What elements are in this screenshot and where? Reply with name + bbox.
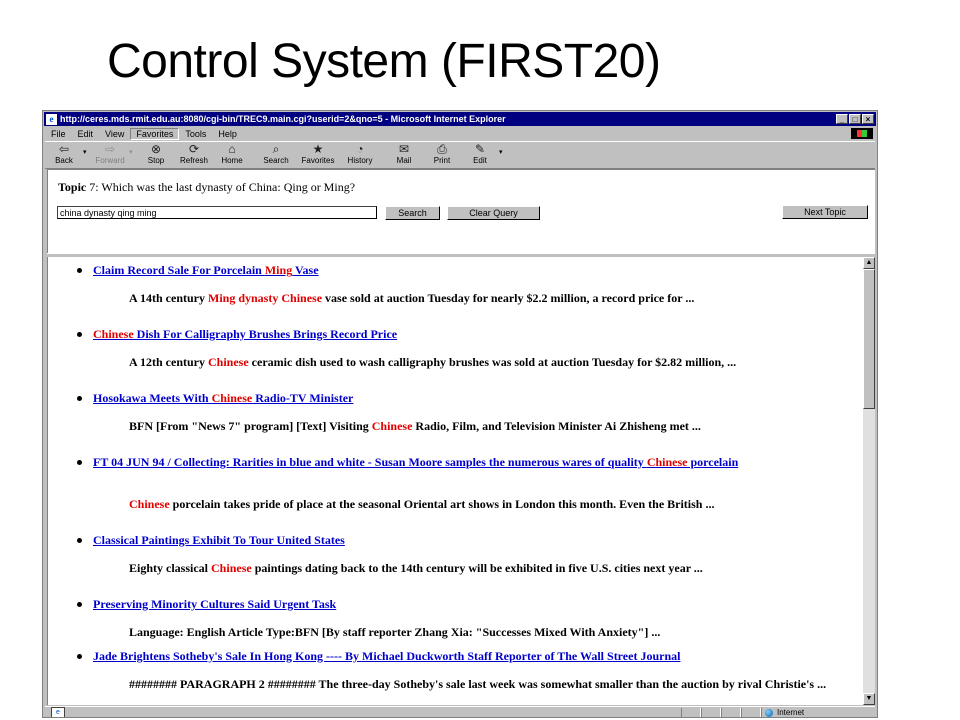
snippet-text: porcelain takes pride of place at the seasonal Oriental art shows in London this month. Even the British ... bbox=[169, 497, 715, 511]
bullet-icon bbox=[77, 332, 82, 337]
status-cell bbox=[741, 708, 761, 718]
result-title-link[interactable] bbox=[93, 455, 833, 469]
ie-logo-icon: e bbox=[46, 114, 57, 125]
title-text: Jade Brightens Sotheby's Sale In Hong Kong ---- By Michael Duckworth Staff Reporter of The Wall Street Journal bbox=[93, 649, 681, 663]
history-label: History bbox=[347, 156, 373, 165]
bullet-icon bbox=[77, 602, 82, 607]
highlighted-term: Ming dynasty Chinese bbox=[208, 291, 323, 305]
highlighted-term: Chinese bbox=[211, 561, 252, 575]
stop-label: Stop bbox=[147, 156, 165, 165]
home-button[interactable] bbox=[213, 142, 251, 165]
menu-help[interactable]: Help bbox=[218, 128, 237, 139]
globe-icon bbox=[765, 709, 773, 717]
security-zone bbox=[761, 708, 875, 718]
bullet-icon bbox=[77, 460, 82, 465]
mail-label: Mail bbox=[396, 156, 412, 165]
menu-file[interactable]: File bbox=[51, 128, 66, 139]
bullet-icon bbox=[77, 268, 82, 273]
back-arrow-icon: ⇦ bbox=[58, 142, 70, 156]
snippet-text: ceramic dish used to wash calligraphy brushes was sold at auction Tuesday for $2.82 million, ... bbox=[248, 355, 737, 369]
mail-button[interactable] bbox=[385, 142, 423, 165]
back-label: Back bbox=[55, 156, 73, 165]
topic-number: 7: bbox=[89, 180, 99, 194]
favorites-button[interactable] bbox=[295, 142, 341, 165]
title-text: Preserving Minority Cultures Said Urgent Task bbox=[93, 597, 337, 611]
snippet-text: paintings dating back to the 14th century will be exhibited in five U.S. cities next year ... bbox=[251, 561, 703, 575]
menu-tools[interactable]: Tools bbox=[185, 128, 207, 139]
result-snippet bbox=[129, 497, 829, 511]
bullet-icon bbox=[77, 538, 82, 543]
toolbar bbox=[45, 141, 875, 169]
search-label: Search bbox=[263, 156, 289, 165]
back-dropdown-icon[interactable]: ▾ bbox=[83, 149, 87, 156]
result-title-link[interactable] bbox=[93, 327, 833, 341]
result-snippet bbox=[129, 355, 829, 369]
back-button[interactable] bbox=[45, 142, 83, 165]
menu-favorites[interactable]: Favorites bbox=[130, 128, 179, 140]
refresh-button[interactable] bbox=[175, 142, 213, 165]
search-icon: ⌕ bbox=[272, 142, 280, 156]
highlighted-term: Ming bbox=[264, 263, 293, 277]
mail-icon: ✉ bbox=[398, 142, 410, 156]
forward-arrow-icon: ⇨ bbox=[104, 142, 116, 156]
search-button[interactable] bbox=[257, 142, 295, 165]
query-input[interactable] bbox=[57, 206, 377, 219]
result-title-link[interactable] bbox=[93, 263, 833, 277]
home-icon: ⌂ bbox=[228, 142, 236, 156]
history-button[interactable] bbox=[341, 142, 379, 165]
edit-button[interactable] bbox=[461, 142, 499, 165]
snippet-text: Radio, Film, and Television Minister Ai Zhisheng met ... bbox=[412, 419, 701, 433]
highlighted-term: Chinese bbox=[129, 497, 170, 511]
result-snippet bbox=[129, 677, 829, 691]
menu-edit[interactable]: Edit bbox=[77, 128, 94, 139]
refresh-icon: ⟳ bbox=[188, 142, 200, 156]
title-text: FT 04 JUN 94 / Collecting: Rarities in blue and white - Susan Moore samples the numerous wares of quality bbox=[93, 455, 647, 469]
history-icon: ◔ bbox=[356, 142, 364, 156]
page-icon: e bbox=[51, 707, 65, 718]
topic-label: Topic bbox=[58, 180, 87, 194]
title-text: Radio-TV Minister bbox=[252, 391, 354, 405]
minimize-button[interactable]: _ bbox=[836, 114, 848, 124]
snippet-text: A 14th century bbox=[129, 291, 208, 305]
snippet-text: BFN [From "News 7" program] [Text] Visiting bbox=[129, 419, 372, 433]
title-text: Classical Paintings Exhibit To Tour United States bbox=[93, 533, 345, 547]
snippet-text: A 12th century bbox=[129, 355, 208, 369]
edit-label: Edit bbox=[473, 156, 487, 165]
snippet-text: vase sold at auction Tuesday for nearly $2.2 million, a record price for ... bbox=[322, 291, 695, 305]
window-titlebar[interactable] bbox=[44, 112, 876, 126]
result-snippet bbox=[129, 625, 829, 639]
stop-button[interactable] bbox=[137, 142, 175, 165]
status-bar bbox=[45, 706, 875, 718]
result-snippet bbox=[129, 419, 829, 433]
status-cell bbox=[701, 708, 721, 718]
title-text: Dish For Calligraphy Brushes Brings Record Price bbox=[133, 327, 398, 341]
result-title-link[interactable] bbox=[93, 597, 833, 611]
topic-question: Which was the last dynasty of China: Qing or Ming? bbox=[101, 180, 356, 194]
title-text: porcelain bbox=[687, 455, 739, 469]
highlighted-term: Chinese bbox=[371, 419, 413, 433]
slide-title: Control System (FIRST20) bbox=[107, 35, 661, 88]
snippet-text: Language: English Article Type:BFN [By staff reporter Zhang Xia: "Successes Mixed With Anxiety"] ... bbox=[129, 625, 661, 639]
highlighted-term: Chinese bbox=[211, 391, 253, 405]
edit-icon: ✎ bbox=[474, 142, 486, 156]
maximize-button[interactable]: □ bbox=[849, 114, 861, 124]
result-snippet bbox=[129, 561, 829, 575]
results-frame bbox=[47, 257, 863, 705]
search-submit-button[interactable]: Search bbox=[385, 206, 440, 220]
snippet-text: Eighty classical bbox=[129, 561, 212, 575]
refresh-label: Refresh bbox=[179, 156, 208, 165]
bullet-icon bbox=[77, 654, 82, 659]
highlighted-term: Chinese bbox=[93, 327, 134, 341]
forward-dropdown-icon[interactable]: ▾ bbox=[129, 149, 133, 156]
forward-button[interactable] bbox=[91, 142, 129, 165]
favorites-label: Favorites bbox=[301, 156, 335, 165]
print-icon: ⎙ bbox=[437, 142, 447, 156]
menu-view[interactable]: View bbox=[105, 128, 125, 139]
bullet-icon bbox=[77, 396, 82, 401]
highlighted-term: Chinese bbox=[208, 355, 249, 369]
print-button[interactable] bbox=[423, 142, 461, 165]
title-text: Hosokawa Meets With bbox=[93, 391, 212, 405]
query-frame bbox=[47, 169, 875, 253]
window-title: http://ceres.mds.rmit.edu.au:8080/cgi-bin/TREC9.main.cgi?userid=2&qno=5 - Microsoft Internet Explorer bbox=[60, 114, 506, 124]
title-text: Vase bbox=[292, 263, 319, 277]
print-label: Print bbox=[433, 156, 451, 165]
menu-bar bbox=[45, 127, 875, 140]
favorites-icon: ★ bbox=[312, 142, 324, 156]
browser-window bbox=[42, 110, 878, 718]
result-snippet bbox=[129, 291, 829, 305]
home-label: Home bbox=[221, 156, 243, 165]
next-topic-button[interactable]: Next Topic bbox=[782, 205, 868, 219]
stop-icon: ⊗ bbox=[150, 142, 162, 156]
zone-label: Internet bbox=[777, 708, 805, 717]
snippet-text: ######## PARAGRAPH 2 ######## The three-day Sotheby's sale last week was somewhat smaller than the auction by rival Christie's ... bbox=[129, 677, 827, 691]
forward-label: Forward bbox=[95, 156, 125, 165]
scroll-thumb[interactable] bbox=[863, 269, 875, 409]
status-cell bbox=[681, 708, 701, 718]
results-scrollbar[interactable] bbox=[863, 257, 875, 705]
scroll-up-arrow-icon[interactable]: ▲ bbox=[863, 257, 875, 269]
result-title-link[interactable] bbox=[93, 391, 833, 405]
title-text: Claim Record Sale For Porcelain bbox=[93, 263, 265, 277]
status-cell bbox=[721, 708, 741, 718]
highlighted-term: Chinese bbox=[646, 455, 688, 469]
close-button[interactable]: × bbox=[862, 114, 874, 124]
topic-line bbox=[58, 180, 355, 195]
result-title-link[interactable] bbox=[93, 533, 833, 547]
windows-logo-icon bbox=[851, 128, 873, 139]
clear-query-button[interactable]: Clear Query bbox=[447, 206, 540, 220]
result-title-link[interactable] bbox=[93, 649, 833, 663]
scroll-down-arrow-icon[interactable]: ▼ bbox=[863, 693, 875, 705]
edit-dropdown-icon[interactable]: ▾ bbox=[499, 149, 503, 156]
